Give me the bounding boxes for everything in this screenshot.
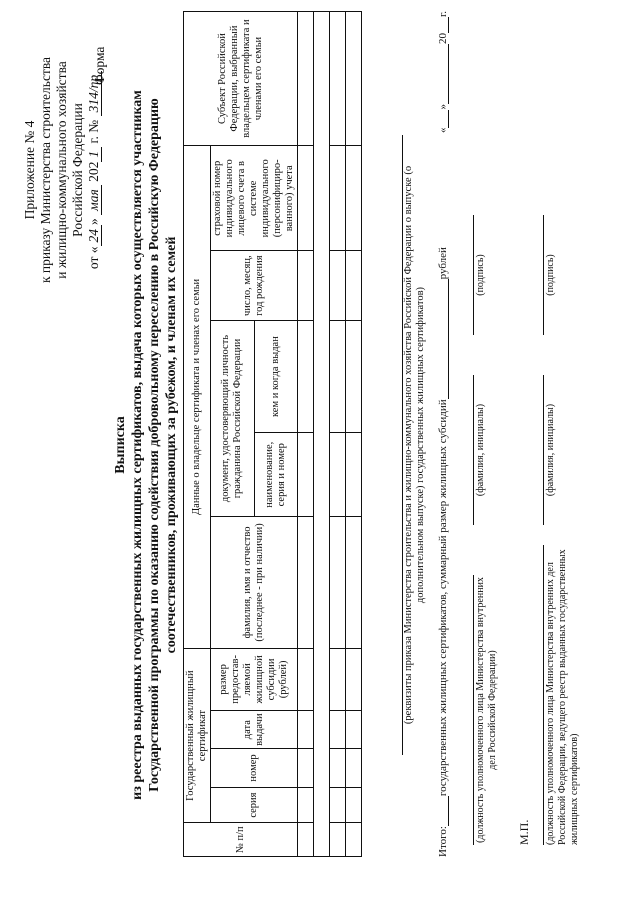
requisites-caption: (реквизиты приказа Министерства строительства и жилищно-коммунального хозяйства Российской Федерации о выпуске (о дополнительном выпуске) государственных жилищных сертификатов) xyxy=(403,165,426,725)
appendix-header xyxy=(22,35,102,305)
title-line: соотечественников, проживающих за рубежом, и членам их семей xyxy=(164,236,179,654)
total-count-line xyxy=(436,796,449,826)
sign2-name-caption: (фамилия, инициалы) xyxy=(545,403,556,497)
sign2-position-line xyxy=(543,545,544,845)
total-label: Итого: xyxy=(437,826,449,857)
sign1-signature-line xyxy=(473,215,474,335)
date-day: 24 xyxy=(86,225,102,247)
total-date-close: » xyxy=(437,104,449,110)
total-year-suffix: г. xyxy=(437,11,449,18)
total-row xyxy=(436,11,449,857)
col-snils-header: страховой номер индивидуального лицевого счета в системе индивидуального (персонифициро-ванного) учета xyxy=(211,146,298,251)
title-line: Выписка xyxy=(113,416,128,474)
total-year-line xyxy=(436,17,449,33)
sign1-signature-caption: (подпись) xyxy=(475,254,486,296)
col-doc-issued-header: кем и когда выдан xyxy=(254,320,298,432)
sign2-signature-line xyxy=(543,215,544,335)
col-date-header: дата выдачи xyxy=(211,711,298,749)
order-number: 314/пр xyxy=(86,71,102,117)
sign1-name-caption: (фамилия, инициалы) xyxy=(475,403,486,497)
total-amount-line xyxy=(436,279,449,399)
total-date-open: « xyxy=(437,127,449,134)
table-row xyxy=(346,12,362,857)
col-cert-header: Государственный жилищный сертификат xyxy=(184,648,211,823)
table-row xyxy=(314,12,330,857)
appendix-number: Приложение № 4 xyxy=(22,120,37,220)
form-label: Форма xyxy=(92,46,107,85)
appendix-ref-line: Российской Федерации xyxy=(70,103,85,237)
date-year-digit: 1 xyxy=(86,147,102,162)
col-series-header: серия xyxy=(211,787,298,823)
col-subject-header: Субъект Российской Федерации, выбранный владельцем сертификата и членами его семьи xyxy=(184,12,298,146)
date-month: мая xyxy=(86,185,102,215)
table-row xyxy=(330,12,346,857)
col-fio-header: фамилия, имя и отчество (последнее - при наличии) xyxy=(211,517,298,649)
col-size-header: размер предостав-ляемой жилищной субсидии (рублей) xyxy=(211,648,298,710)
appendix-ref-line: и жилищно-коммунального хозяйства xyxy=(54,61,69,279)
total-month-line xyxy=(436,44,449,104)
col-birth-header: число, месяц, год рождения xyxy=(211,251,298,320)
total-text: государственных жилищных сертификатов, суммарный размер жилищных субсидий xyxy=(437,399,449,797)
sign1-position-caption: (должность уполномоченного лица Министерства внутренних дел Российской Федерации) xyxy=(475,577,498,843)
sign1-position-line xyxy=(473,575,474,845)
registry-table xyxy=(183,11,362,857)
sign2-name-line xyxy=(543,375,544,525)
title-line: из реестра выданных государственных жилищных сертификатов, выдача которых осуществляется участникам xyxy=(130,90,145,800)
stamp-place: М.П. xyxy=(517,819,531,845)
document-title xyxy=(112,45,180,845)
sign2-position-caption: (должность уполномоченного лица Министерства внутренних дел Российской Федерации, ведущего реестр выданных государственных жилищных сертификатов) xyxy=(545,549,580,845)
sign2-signature-caption: (подпись) xyxy=(545,254,556,296)
total-year-prefix: 20 xyxy=(437,33,449,45)
col-number-header: № п/п xyxy=(184,823,298,857)
total-day-line xyxy=(436,110,449,128)
col-owner-header: Данные о владельце сертификата и членах его семьи xyxy=(184,146,211,649)
order-date: от «24» мая 2021 г. № 314/пр xyxy=(86,35,102,305)
title-line: Государственной программы по оказанию содействия добровольному переселению в Российскую Федерацию xyxy=(147,98,162,792)
appendix-ref-line: к приказу Министерства строительства xyxy=(38,56,53,284)
total-currency: рублей xyxy=(437,247,449,280)
sign1-name-line xyxy=(473,375,474,525)
col-doc-header: документ, удостоверяющий личность гражданина Российской Федерации xyxy=(211,320,255,516)
col-doc-name-header: наименование, серия и номер xyxy=(254,433,298,517)
col-cert-number-header: номер xyxy=(211,749,298,787)
table-row xyxy=(298,12,314,857)
